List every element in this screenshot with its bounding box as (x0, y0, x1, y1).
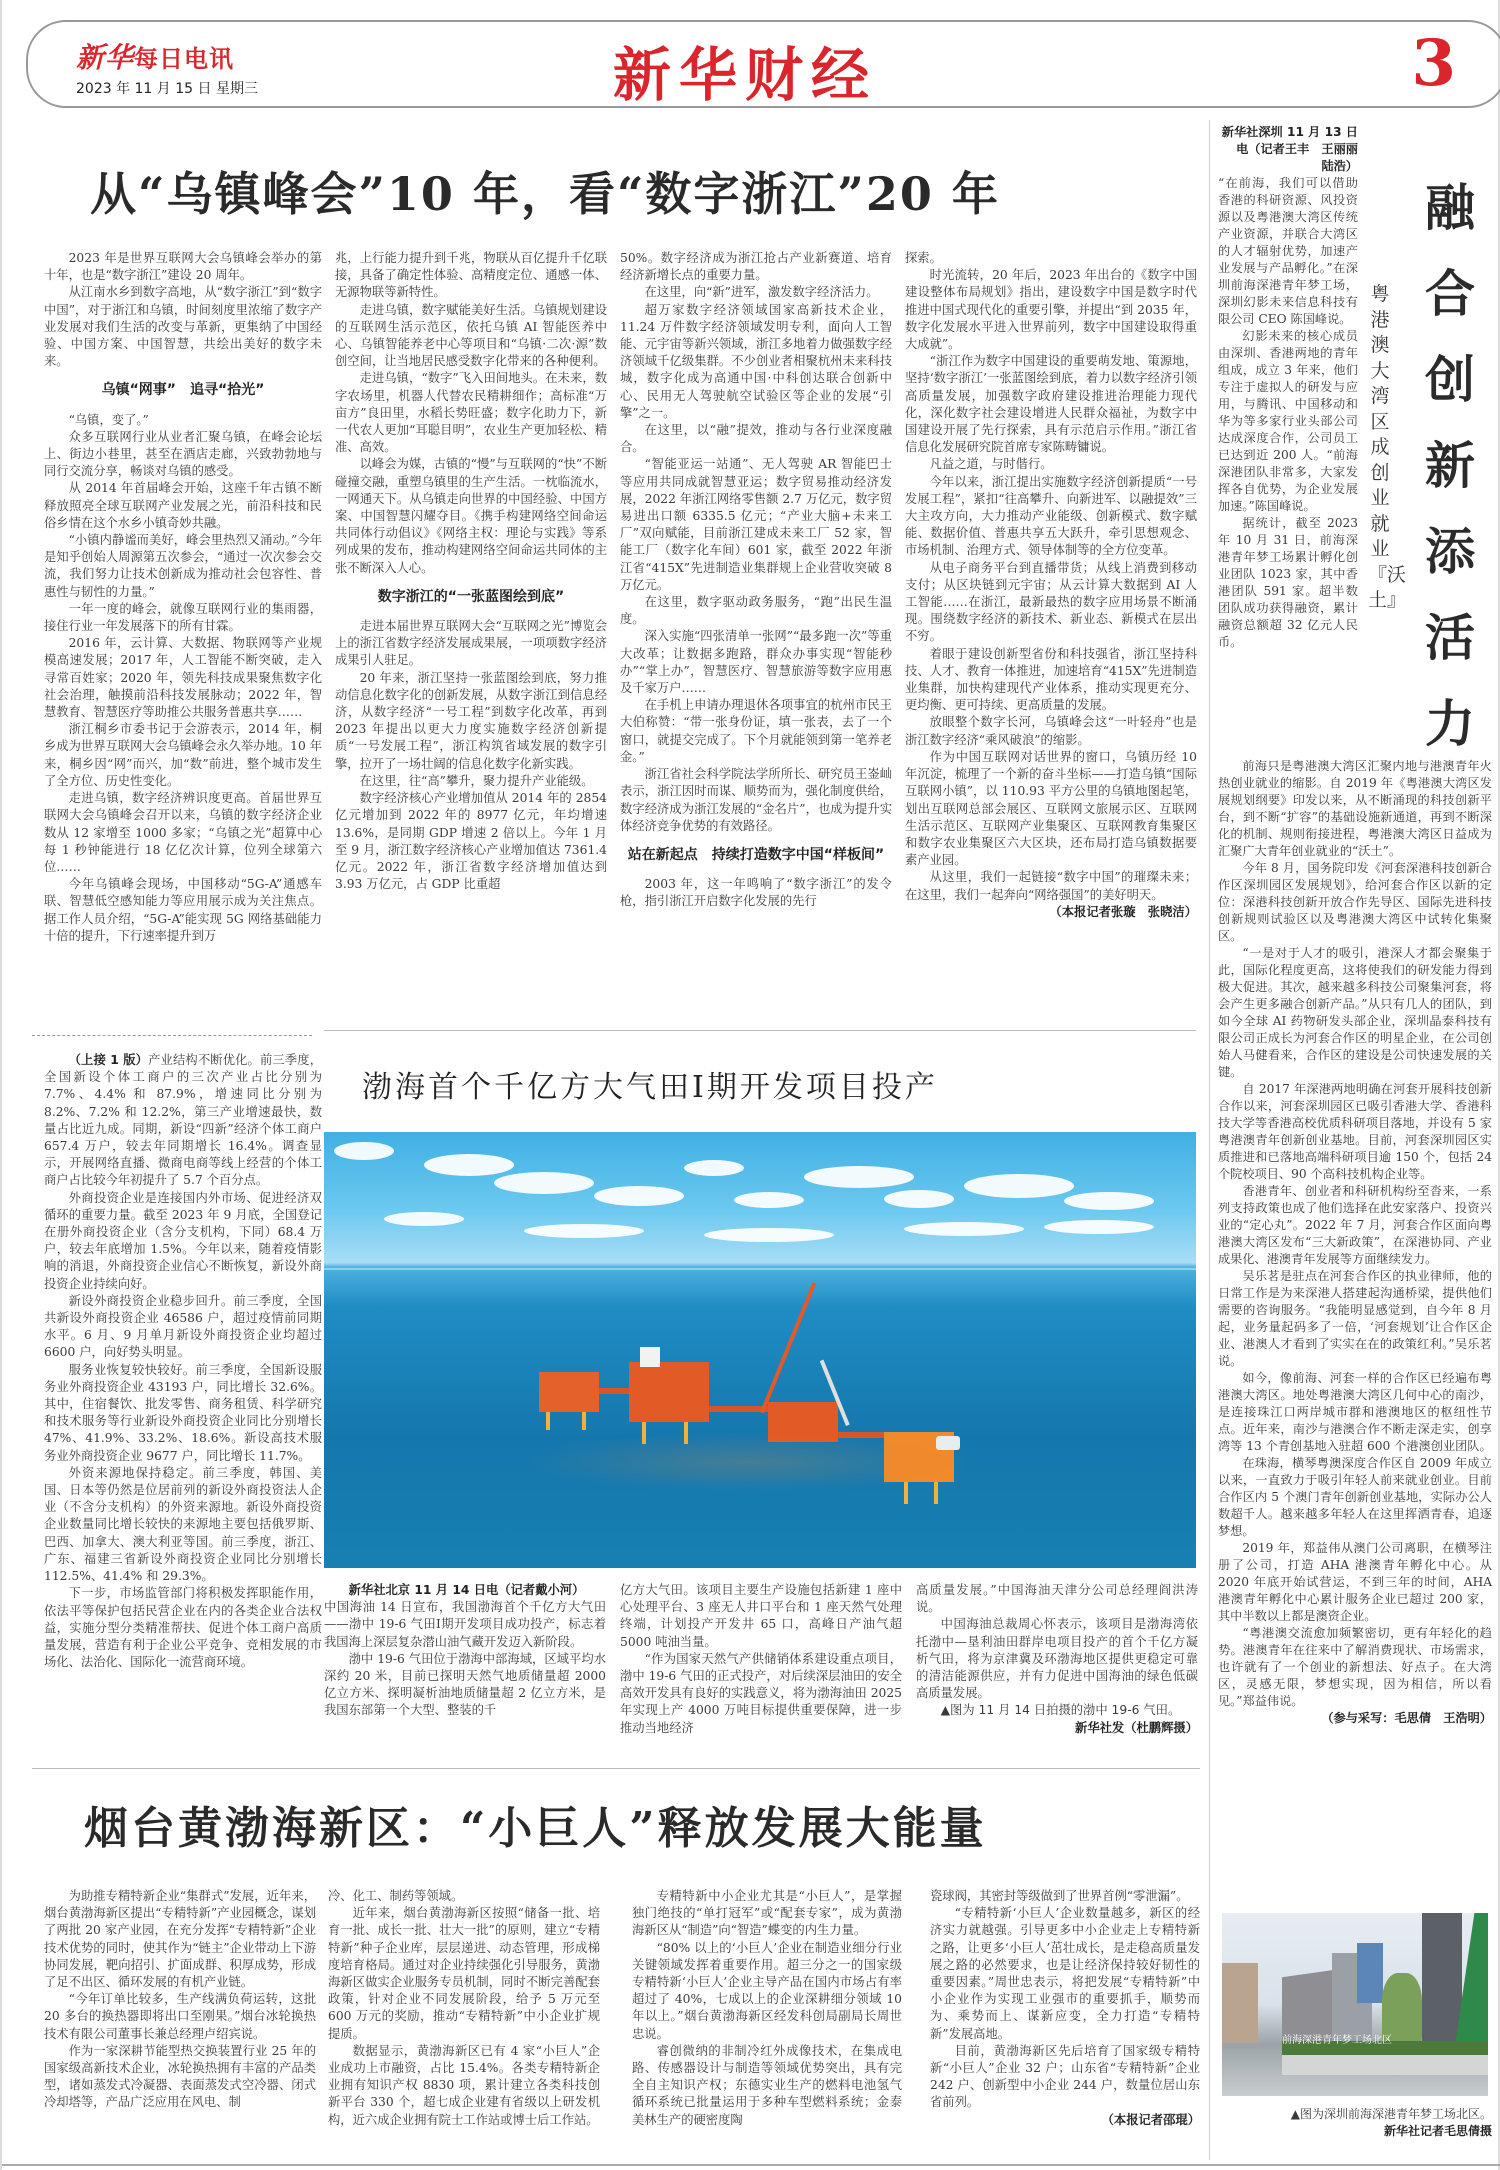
paragraph: 数字经济核心产业增加值从 2014 年的 2854 亿元增加到 2022 年的 8977 亿元，年均增速 13.6%，是同期 GDP 增速 2 倍以上。今年 1 月至 9 月，浙江数字经济核心产业增加值达 7361.4 亿元。2022 年，浙江省数字经济增加值达到 3.93 万亿元，占 GDP 比重超 (335, 791, 607, 892)
article1-subhead-2: 数字浙江的“一张蓝图绘到底” (377, 588, 565, 605)
paragraph: 浙江省社会科学院法学所所长、研究员王崟屾表示，浙江因时而谋、顺势而为，强化制度供给，数字经济成为浙江发展的“金名片”，也成为提升实体经济竞争优势的有效路径。 (620, 767, 892, 833)
article1-column-2 (335, 250, 607, 893)
article2-column-1 (324, 1582, 606, 1720)
paragraph: “在前海，我们可以借助香港的科研资源、风投资源以及粤港澳大湾区传统产业资源，并联合大湾区的人才辐射优势，加速产业发展与产品孵化。”在深圳前海深港青年梦工场，深圳幻影未来信息科技有限公司 CEO 陈国峰说。 (1218, 176, 1358, 326)
title-char: 活 (1425, 608, 1475, 667)
paragraph: 放眼整个数字长河，乌镇峰会这“一叶轻舟”也是浙江数字经济“乘风破浪”的缩影。 (905, 715, 1197, 747)
paragraph: 据统计，截至 2023 年 10 月 31 日，前海深港青年梦工场累计孵化创业团队 1023 家，其中香港团队 591 家。超半数团队成功获得融资，累计融资总额超 32 亿元人民币。 (1218, 516, 1358, 649)
paragraph: 兆，上行能力提升到千兆，物联从百亿提升千亿联接，具备了确定性体验、高精度定位、通感一体、无源物联等新特性。 (335, 251, 607, 300)
paragraph: 今年 8 月，国务院印发《河套深港科技创新合作区深圳园区发展规划》，给河套合作区以新的定位：深港科技创新开放合作先导区、国际先进科技创新规则试验区以及粤港澳大湾区中试转化集聚区。 (1218, 861, 1492, 943)
article1-column-3 (620, 250, 892, 911)
paragraph: 瓷球阀，其密封等级做到了世界首例“零泄漏”。 (930, 1889, 1189, 1903)
paragraph: 从这里，我们一起链接“数字中国”的璀璨未来；在这里，我们一起奔向“网络强国”的美好明天。 (905, 870, 1197, 902)
paragraph: 睿创微纳的非制冷红外成像技术，在集成电路、传感器设计与制造等领域优势突出，具有完全自主知识产权；东德实业生产的燃料电池氢气循环系统已批量运用于多种车型燃料系统；金泰美林生产的硬密度陶 (632, 2043, 902, 2127)
page-bottom-rule (2, 2164, 1500, 2166)
divider (32, 1035, 312, 1036)
paragraph: 在这里，往“高”攀升，聚力提升产业能级。 (359, 773, 594, 788)
brand-sub: 每日电讯 (134, 44, 235, 73)
paragraph: 幻影未来的核心成员由深圳、香港两地的青年组成，成立 3 年来，他们专注于虚拟人的研发与应用，与腾讯、中国移动和华为等多家行业头部公司达成深度合作，公司员工已达到近 200 人。“前海深港团队非常多，大家发挥各自优势，为企业发展加速。”陈国峰说。 (1218, 329, 1358, 513)
paragraph: “80% 以上的‘小巨人’企业在制造业细分行业关键领域发挥着重要作用。超三分之一的国家级专精特新‘小巨人’企业主导产品在国内市场占有率超过了 40%，七成以上的企业深耕细分领域 10 年以上。”烟台黄渤海新区经发科创局副局长周世忠说。 (632, 1940, 902, 2041)
title-char: 融 (1425, 178, 1475, 237)
title-char: 添 (1425, 522, 1475, 581)
paragraph: “今年订单比较多，生产线满负荷运转，这批 20 多台的换热器即将出口至刚果。”烟台冰轮换热技术有限公司董事长兼总经理卢绍宾说。 (44, 1992, 316, 2041)
article2-headline[interactable]: 渤海首个千亿方大气田Ⅰ期开发项目投产 (362, 1070, 938, 1105)
divider (1209, 120, 1210, 2160)
paragraph: 中国海油总裁周心怀表示，该项目是渤海湾依托渤中—垦利油田群岸电项目投产的首个千亿方凝析气田，将为京津冀及环渤海地区提供更稳定可靠的清洁能源供应，并有力促进中国海油的绿色低碳高质量发展。 (916, 1617, 1198, 1701)
photo-credit: 新华社记者毛思倩摄 (1383, 2124, 1492, 2138)
sidebar-title[interactable] (1420, 165, 1480, 767)
title-char: 合 (1425, 264, 1475, 323)
sidebar-subtitle: 粤港澳大湾区成创业就业『沃土』 (1368, 283, 1407, 611)
paragraph: 在珠海，横琴粤澳深度合作区自 2009 年成立以来，一直致力于吸引年轻人前来就业创业。目前合作区内 5 个澳门青年创新创业基地，实际办公人数超千人。越来越多年轻人在这里挥洒青春，追逐梦想。 (1218, 1456, 1492, 1538)
article2-dateline: 新华社北京 11 月 14 日电（记者戴小河） (348, 1583, 585, 1597)
paragraph: “粤港澳交流愈加频繁密切，更有年轻化的趋势。港澳青年在往来中了解消费现状、市场需求，也许就有了一个创业的新想法、好点子。在大湾区，灵感无限，梦想实现，因为相信，所以看见。”郑益伟说。 (1218, 1626, 1492, 1708)
paragraph: “一是对于人才的吸引，港深人才都会聚集于此，国际化程度更高，这将使我们的研发能力得到极大促进。其次，越来越多科技公司聚集河套，将会产生更多融合创新产品。”从只有几人的团队，到如今全球 AI 药物研发头部企业，深圳晶泰科技有限公司正成长为河套合作区的明星企业，在公司创始人马健看来，合作区的建设是公司快速发展的关键。 (1218, 946, 1492, 1079)
section-title: 新华财经 (613, 41, 878, 109)
issue-date: 2023 年 11 月 15 日 星期三 (76, 81, 258, 97)
sidebar-photo-caption (1218, 2106, 1492, 2140)
brand-script: 新华 (76, 41, 135, 74)
continued-story (44, 1052, 322, 1671)
paragraph: 服务业恢复较快较好。前三季度，全国新设服务业外商投资企业 43193 户，同比增长 32.6%。其中，住宿餐饮、批发零售、商务租赁、科学研究和技术服务等行业新设外商投资企业同比分别增长 47%、41.9%、33.2%、18.6%。新设高技术服务业外商投资企业 9677 户，同比增长 11.7%。 (44, 1362, 322, 1463)
paragraph: 以峰会为媒，古镇的“慢”与互联网的“快”不断碰撞交融，重塑乌镇里的生产生活。一枕临流水，一网通天下。从乌镇走向世界的中国经验、中国方案、中国智慧闪耀夺目。《携手构建网络空间命运共同体行动倡议》《网络主权：理论与实践》等系列成果的发布，推动构建网络空间命运共同体的主张不断深入人心。 (335, 457, 607, 575)
paragraph: 近年来，烟台黄渤海新区按照“储备一批、培育一批、成长一批、壮大一批”的原则，建立“专精特新”种子企业库，层层递进、动态管理，形成梯度培育格局。通过对企业持续强化引导服务，黄渤海新区做实企业服务专员机制，同时不断完善配套政策，针对企业不同发展阶段，给予 5 万元至 600 万元的奖励，推动“专精特新”中小企业扩规提质。 (328, 1906, 600, 2041)
paragraph: 走进乌镇，“数字”飞入田间地头。在未来，数字农场里，机器人代替农民精耕细作；高标准“万亩方”良田里，水稻长势旺盛；数字化助力下，新一代农人更加“耳聪目明”，农业生产更加轻松、精准、高效。 (335, 371, 607, 455)
article3-column-4 (930, 1888, 1200, 2129)
photo-caption: ▲图为 11 月 14 日拍摄的渤中 19-6 气田。 (940, 1703, 1181, 1718)
paragraph: 从电子商务平台到直播带货；从线上消费到移动支付；从区块链到元宇宙；从云计算大数据到 AI 人工智能……在浙江，最新最热的数字应用场景不断涌现。围绕数字经济的新技术、新业态、新模式在层出不穷。 (905, 560, 1197, 644)
paragraph: “小镇内静谧而美好，峰会里热烈又涌动。”今年是知乎创始人周源第五次参会，“通过一次次参会交流，我们努力让技术创新成为推动社会包容性、普惠性与韧性的力量。” (44, 533, 322, 599)
sidebar-narrow-column (1218, 124, 1371, 651)
paragraph: 2023 年是世界互联网大会乌镇峰会举办的第十年，也是“数字浙江”建设 20 周年。 (44, 251, 322, 283)
paragraph: 着眼于建设创新型省份和科技强省，浙江坚持科技、人才、教育一体推进，加速培育“415X”先进制造业集群，加快构建现代产业体系，推动实现更充分、更均衡、更可持续、更高质量的发展。 (905, 646, 1197, 713)
paragraph: 2016 年，云计算、大数据、物联网等产业规模高速发展；2017 年，人工智能不断突破，走入寻常百姓家；2020 年，领先科技成果聚焦数字化社会治理，触摸前沿科技发展脉动；2022 年，智慧教育、智慧医疗等助推公共服务普惠共享…… (44, 636, 322, 720)
paragraph: 在这里，数字驱动政务服务，“跑”出民生温度。 (620, 595, 892, 627)
photo-credit: 新华社发（杜鹏辉摄） (1075, 1720, 1198, 1735)
paragraph: 新设外商投资企业稳步回升。前三季度，全国共新设外商投资企业 46586 户，超过疫情前同期水平。6 月、9 月单月新设外商投资企业均超过 6600 户，向好势头明显。 (44, 1293, 322, 1360)
paragraph: 今年乌镇峰会现场，中国移动“5G-A”通感车联、智慧低空感知能力等应用展示成为关注焦点。据工作人员介绍，“5G-A”能实现 5G 网络基础能力十倍的提升，下行速率提升到万 (44, 877, 322, 943)
article2-column-2 (620, 1582, 902, 1737)
article3-column-3 (632, 1888, 902, 2129)
paragraph: 从江南水乡到数字高地，从“数字浙江”到“数字中国”，对于浙江和乌镇，时间刻度里浓缩了数字产业发展对我们生活的改变与革新，更集纳了中国经验、中国方案、中国智慧，共绘出美好的数字未来。 (44, 285, 322, 369)
paragraph: 作为一家深耕节能型热交换装置行业 25 年的国家级高新技术企业，冰轮换热拥有丰富的产品类型，诸如蒸发式冷凝器、表面蒸发式空冷器、闭式冷却塔等，产品广泛应用在风电、制 (44, 2043, 316, 2110)
paragraph: 自 2017 年深港两地明确在河套开展科技创新合作以来，河套深圳园区已吸引香港大学、香港科技大学等香港高校优质科研项目落地，并设有 5 家粤港澳青年创新创业基地。目前，河套深圳园区实质推进和已落地高端科研项目逾 150 个，包括 24 个院校项目、90 个高科技机构企业等。 (1218, 1082, 1492, 1181)
page-number: 3 (1411, 26, 1456, 101)
paragraph: 下一步，市场监管部门将积极发挥职能作用，依法平等保护包括民营企业在内的各类企业合法权益，实施分型分类精准帮扶、促进个体工商户高质量发展，营造有利于企业公平竞争、竞相发展的市场化、法治化、国际化一流营商环境。 (44, 1586, 322, 1670)
paragraph: 吴乐茗是驻点在河套合作区的执业律师，他的日常工作是为来深港人搭建起沟通桥梁，提供他们需要的咨询服务。“我能明显感觉到，自今年 8 月起，业务量起码多了一倍，‘河套规划’让合作区企业、港澳人才看到了实实在在的政策红利。”吴乐茗说。 (1218, 1269, 1492, 1368)
paragraph: 众多互联网行业从业者汇聚乌镇，在峰会论坛上、街边小巷里，甚至在酒店走廊，兴致勃勃地与同行交流分享，畅谈对乌镇的感受。 (44, 429, 322, 479)
paragraph: 在手机上申请办理退休各项事宜的杭州市民王大伯称赞：“带一张身份证，填一张表，去了一个窗口，就提交完成了。下个月就能领到第一笔养老金。” (620, 698, 892, 764)
paragraph: 深入实施“四张清单一张网”“最多跑一次”等重大改革；让数据多跑路，群众办事实现“智能秒办”“掌上办”，智慧医疗、智慧旅游等数字应用惠及千家万户…… (620, 629, 892, 696)
paragraph: 为助推专精特新企业“集群式”发展，近年来，烟台黄渤海新区提出“专精特新”产业园概念，谋划了两批 20 家产业园，在充分发挥“专精特新”企业技术优势的同时，使其作为“链主”企业带动上下游协同发展，靶向招引、扩面成群、积厚成势，形成了足不出区、循环发展的有机产业链。 (44, 1889, 316, 1990)
paragraph: 外资来源地保持稳定。前三季度，韩国、美国、日本等仍然是位居前列的新设外商投资法人企业（不含分支机构）的外资来源地。新设外商投资企业数量同比增长较快的来源地主要包括俄罗斯、巴西、加拿大、澳大利亚等国。前三季度，浙江、广东、福建三省新设外商投资企业同比分别增长 112.5%、41.4% 和 29.3%。 (44, 1465, 322, 1584)
paragraph: 冷、化工、制药等领域。 (328, 1889, 464, 1903)
paragraph: 数据显示，黄渤海新区已有 4 家“小巨人”企业成功上市融资，占比 15.4%。各类专精特新企业拥有知识产权 8830 项，累计建立各类科技创新平台 330 个，超七成企业建有省级以上研发机构，近六成企业拥有院士工作站或博士后工作站。 (328, 2043, 600, 2127)
building-sign: 前海深港青年梦工场北区 (1282, 2035, 1392, 2046)
paragraph: “作为国家天然气产供储销体系建设重点项目，渤中 19-6 气田的正式投产，对后续深层油田的安全高效开发具有良好的实践意义，将为渤海油田 2025 年实现上产 4000 万吨目标提供重要保障，进一步推动当地经济 (620, 1651, 902, 1735)
paragraph: 2019 年，郑益伟从澳门公司离职，在横琴注册了公司，打造 AHA 港澳青年孵化中心。从 2020 年底开始试营运，不到三年的时间，AHA 港澳青年孵化中心累计服务企业已超过 200 家，其中半数以上都是澳资企业。 (1218, 1541, 1492, 1623)
sidebar-dateline: 新华社深圳 11 月 13 日电（记者王丰 王丽丽 陆浩） (1221, 125, 1371, 173)
article1-headline[interactable]: 从“乌镇峰会”10 年，看“数字浙江”20 年 (90, 167, 1000, 221)
article3-column-2 (328, 1888, 600, 2129)
paragraph: 超万家数字经济领域国家高新技术企业，11.24 万件数字经济领域发明专利，面向人工智能、元宇宙等新兴领域，浙江多地着力做强数字经济领域千亿级集群。不少创业者相聚杭州未来科技城，数字化成为高通中国·中科创达联合创新中心、民用无人驾驶航空试验区等企业的发展“引擎”之一。 (620, 302, 892, 420)
paragraph: 目前，黄渤海新区先后培育了国家级专精特新“小巨人”企业 32 户；山东省“专精特新”企业 242 户、创新型中小企业 244 户，数量位居山东省前列。 (930, 2043, 1200, 2110)
paragraph: 探索。 (905, 251, 942, 265)
title-char: 创 (1425, 350, 1475, 409)
article1-byline: （本报记者张璇 张晓洁） (1049, 904, 1197, 919)
article1-column-4 (905, 250, 1197, 921)
paragraph: 2003 年，这一年鸣响了“数字浙江”的发令枪，指引浙江开启数字化发展的先行 (620, 877, 892, 909)
paragraph: “专精特新‘小巨人’企业数量越多，新区的经济实力就越强。引导更多中小企业走上专精特新之路，让更多‘小巨人’茁壮成长，是走稳高质量发展之路的必然要求，也是让经济保持较好韧性的重要因素。”周世忠表示，将把发展“专精特新”中小企业作为实现工业强市的重要抓手，顺势而为、乘势而上、谋新应变，全力打造“专精特新”发展高地。 (930, 1906, 1200, 2041)
paragraph: 50%。数字经济成为浙江抢占产业新赛道、培育经济新增长点的重要力量。 (620, 251, 892, 283)
paragraph: 产业结构不断优化。前三季度，全国新设个体工商户的三次产业占比分别为 7.7%、4.4% 和 87.9%，增速同比分别为 8.2%、7.2% 和 12.2%，第三产业增速最快，数量占比近九成。同期，新设“四新”经济个体工商户 657.4 万户，较去年同期增长 16.4%。调查显示，开展网络直播、微商电商等线上经营的个体工商户占比较今年初提升了 5.7 个百分点。 (44, 1053, 322, 1188)
paragraph: 前海只是粤港澳大湾区汇聚内地与港澳青年火热创业就业的缩影。自 2019 年《粤港澳大湾区发展规划纲要》印发以来，从不断涌现的科技创新平台，到不断“扩容”的基础设施新通道，再到不断深化的机制、规则衔接进程，粤港澳大湾区日益成为汇聚广大青年创业就业的“沃土”。 (1218, 759, 1492, 858)
paragraph: 走进乌镇，数字赋能美好生活。乌镇规划建设的互联网生活示范区，依托乌镇 AI 智能医养中心、乌镇智能养老中心等项目和“乌镇·二次·源”数创空间，让当地居民感受数字化带来的各种便利。 (335, 302, 607, 369)
article1-column-1 (44, 250, 322, 945)
continued-lead[interactable]: （上接 1 版） (68, 1053, 149, 1067)
paragraph: 作为中国互联网对话世界的窗口，乌镇历经 10 年沉淀，梳理了一个新的奋斗坐标——打造乌镇“国际互联网小镇”，以 110.93 平方公里的乌镇地图起笔，划出互联网总部会展区、互联网文旅展示区、互联网生活示范区、互联网产业集聚区、互联网教育集聚区和数字农业集聚区六大区块，还布局打造乌镇数据要素产业园。 (905, 749, 1197, 868)
article1-subhead-1: 乌镇“网事” 追寻“拾光” (101, 382, 265, 399)
paragraph: 亿方大气田。该项目主要生产设施包括新建 1 座中心处理平台、3 座无人井口平台和 1 座天然气处理终端，计划投产开发井 65 口，高峰日产油气超 5000 吨油当量。 (620, 1583, 902, 1649)
paragraph: 香港青年、创业者和科研机构纷至沓来，一系列支持政策也成了他们选择在此安家落户、投资兴业的“定心丸”。2022 年 7 月，河套合作区面向粤港澳大湾区发布“三大新政策”，在深港协同、产业成果化、港澳青年发展等方面继续发力。 (1218, 1184, 1492, 1266)
article3-headline[interactable]: 烟台黄渤海新区：“小巨人”释放发展大能量 (84, 1803, 987, 1854)
paragraph: 高质量发展。”中国海油天津分公司总经理阎洪涛说。 (916, 1583, 1198, 1615)
paragraph: 一年一度的峰会，就像互联网行业的集雨器，接住行业一年发展落下的所有甘霖。 (44, 601, 322, 634)
oil-platform-photo (324, 1132, 1196, 1568)
paragraph: 如今，像前海、河套一样的合作区已经遍布粤港澳大湾区。地处粤港澳大湾区几何中心的南沙，是连接珠江口两岸城市群和港澳地区的枢纽性节点。近年来，南沙与港澳合作不断走深走实，创享湾等 13 个青创基地入驻超 600 个港澳创业团队。 (1218, 1371, 1492, 1453)
paragraph: 从 2014 年首届峰会开始，这座千年古镇不断释放照亮全球互联网产业发展之光，前沿科技和民俗乡情在这个水乡小镇奇妙共融。 (44, 481, 322, 530)
paragraph: “乌镇，变了。” (68, 412, 149, 427)
masthead (26, 20, 1500, 108)
paragraph: 凡益之道，与时偕行。 (929, 457, 1053, 472)
article2-column-3 (916, 1582, 1198, 1737)
divider (324, 1030, 1196, 1031)
shenzhen-building-photo (1222, 1913, 1488, 2096)
paragraph: 浙江桐乡市委书记于会游表示，2014 年，桐乡成为世界互联网大会乌镇峰会永久举办地。10 年来，桐乡因“网”而兴，加“数”前进，整个城市发生了全方位、历史性变化。 (44, 722, 322, 788)
paragraph: 外商投资企业是连接国内外市场、促进经济双循环的重要力量。截至 2023 年 9 月底，全国登记在册外商投资企业（含分支机构，下同）68.4 万户，较去年底增加 1.5%。今年以来，随着疫情影响的消退，外商投资企业信心不断恢复，新设外商投资企业持续向好。 (44, 1190, 322, 1291)
article3-column-1 (44, 1888, 316, 2112)
paragraph: 中国海油 14 日宣布，我国渤海首个千亿方大气田——渤中 19-6 气田Ⅰ期开发项目成功投产，标志着我国海上深层复杂潜山油气藏开发迈入新阶段。 (324, 1600, 606, 1649)
article1-subhead-3: 站在新起点 持续打造数字中国“样板间” (627, 846, 885, 863)
paragraph: 在这里，向“新”进军，激发数字经济活力。 (644, 285, 879, 300)
sidebar-byline: （参与采写：毛思倩 王浩明） (1321, 1711, 1492, 1725)
paragraph: “智能亚运一站通”、无人驾驶 AR 智能巴士等应用共同成就智慧亚运；数字贸易推动经济发展，2022 年浙江网络零售额 2.7 万亿元，数字贸易进出口额 6335.5 亿元；“产业大脑+未来工厂”双向赋能，目前浙江建成未来工厂 52 家，智能工厂（数字化车间）601 家，截至 2022 年浙江省“415X”先进制造业集群规上企业营收突破 8 万亿元。 (620, 457, 892, 592)
paragraph: 渤中 19-6 气田位于渤海中部海域，区域平均水深约 20 米，目前已探明天然气地质储量超 2000 亿立方米、探明凝析油地质储量超 2 亿立方米，是我国东部第一个大型、整装的千 (324, 1651, 606, 1718)
paragraph: 20 年来，浙江坚持一张蓝图绘到底，努力推动信息化数字化的创新发展，从数字浙江到信息经济，从数字经济“一号工程”到数字化改革，再到 2023 年提出以更大力度实施数字经济创新提质“一号发展工程”，浙江构筑省域发展的数字引擎，拉开了一场壮阔的信息化数字化新实践。 (335, 670, 607, 771)
brand-logo (76, 36, 234, 76)
sidebar-wide-column (1218, 758, 1492, 1727)
paragraph: 今年以来，浙江提出实施数字经济创新提质“一号发展工程”，紧扣“往高攀升、向新进军、以融提效”三大主攻方向，大力推动产业能级、创新模式、数字赋能、数据价值、普惠共享五大跃升，牵引思想观念、市场机制、治理方式、领导体制等的全方位变革。 (905, 474, 1197, 558)
paragraph: 走进乌镇，数字经济辨识度更高。首届世界互联网大会乌镇峰会召开以来，乌镇的数字经济企业数从 12 家增至 1000 多家；“乌镇之光”超算中心每 1 秒钟能进行 18 亿亿次计算，位列全球第六位…… (44, 791, 322, 874)
paragraph: 在这里，以“融”提效，推动与各行业深度融合。 (620, 423, 892, 455)
article3-byline: （本报记者邵琨） (1101, 2112, 1200, 2127)
paragraph: “浙江作为数字中国建设的重要萌发地、策源地，坚持‘数字浙江’一张蓝图绘到底，着力以数字经济引领高质量发展，加强数字政府建设推进治理能力现代化，深化数字社会建设增进人民群众福祉，为数字中国建设开展了先行探索，具有示范启示作用。”浙江省信息化发展研究院首席专家陈畴镛说。 (905, 354, 1197, 455)
paragraph: 走进本届世界互联网大会“互联网之光”博览会上的浙江省数字经济发展成果展，一项项数字经济成果引人驻足。 (335, 619, 607, 668)
photo-caption: ▲图为深圳前海深港青年梦工场北区。 (1290, 2107, 1492, 2121)
title-char: 力 (1425, 694, 1475, 753)
paragraph: 时光流转，20 年后，2023 年出台的《数字中国建设整体布局规划》指出，建设数字中国是数字时代推进中国式现代化的重要引擎，并提出“到 2035 年，数字化发展水平进入世界前列，数字中国建设取得重大成就”。 (905, 268, 1197, 352)
paragraph: 专精特新中小企业尤其是“小巨人”，是掌握独门绝技的“单打冠军”或“配套专家”，成为黄渤海新区从“制造”向“智造”蝶变的内生力量。 (632, 1889, 902, 1938)
title-char: 新 (1425, 436, 1475, 495)
divider (32, 1768, 1200, 1769)
